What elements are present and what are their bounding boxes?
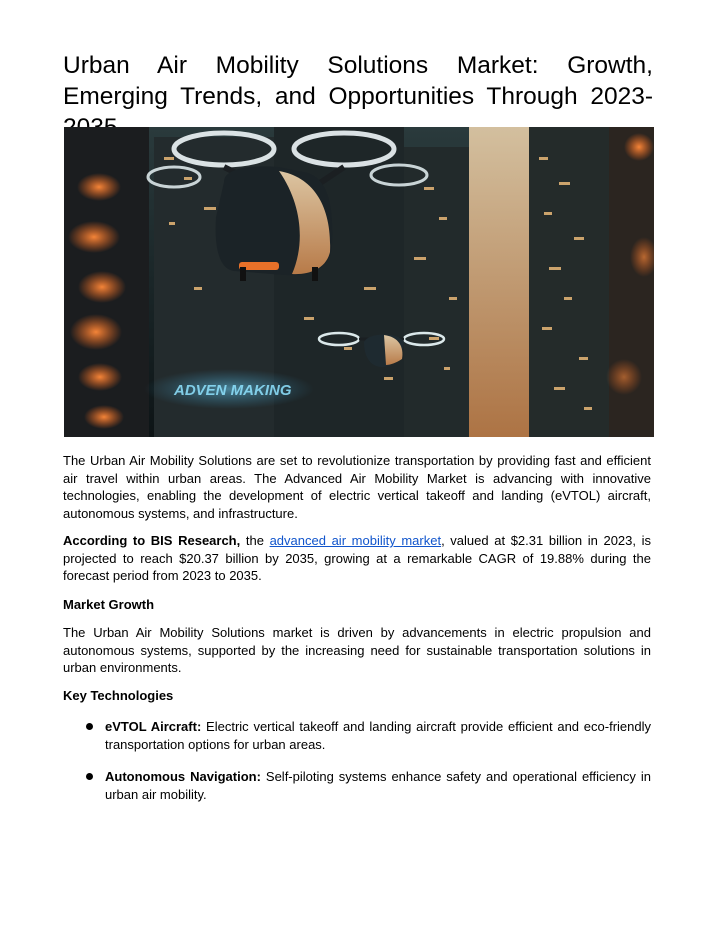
research-lead: According to BIS Research, [63, 533, 241, 548]
market-growth-paragraph: The Urban Air Mobility Solutions market is driven by advancements in electric propulsion and autonomous systems, supported by the increasing need for sustainable transportation solutions in urban environments. [63, 625, 651, 676]
research-post-link: , valued at $2.31 billion in 2023, is projected to reach $20.37 billion by 2035, growing at a remarkable CAGR of 19.88% during the forecast period from 2023 to 2035. [63, 533, 652, 584]
list-item-label: eVTOL Aircraft: [105, 719, 202, 734]
hero-image [64, 127, 654, 437]
list-item-text: Self-piloting systems enhance safety and operational efficiency in urban air mobility. [105, 769, 651, 802]
research-paragraph [63, 532, 651, 585]
list-item [63, 768, 651, 803]
hero-sign-text: ADVEN MAKING [174, 382, 292, 399]
list-item [63, 718, 651, 753]
key-technologies-heading: Key Technologies [63, 688, 174, 703]
bullet-icon [86, 723, 93, 730]
advanced-air-mobility-market-link[interactable]: advanced air mobility market [269, 533, 442, 548]
market-growth-heading: Market Growth [63, 597, 155, 612]
list-item-label: Autonomous Navigation: [105, 769, 261, 784]
list-item-text: Electric vertical takeoff and landing aircraft provide efficient and eco-friendly transportation options for urban areas. [105, 719, 651, 752]
page-title: Urban Air Mobility Solutions Market: Growth, Emerging Trends, and Opportunities Through 2023- [63, 52, 653, 110]
bullet-icon [86, 773, 93, 780]
research-pre-link: the [240, 533, 270, 548]
intro-paragraph: The Urban Air Mobility Solutions are set to revolutionize transportation by providing fast and efficient air travel within urban areas. The Advanced Air Mobility Market is advancing with innovative technologies, enabling the development of electric vertical takeoff and landing (eVTOL) aircraft, autonomous systems, and infrastructure. [63, 453, 651, 521]
